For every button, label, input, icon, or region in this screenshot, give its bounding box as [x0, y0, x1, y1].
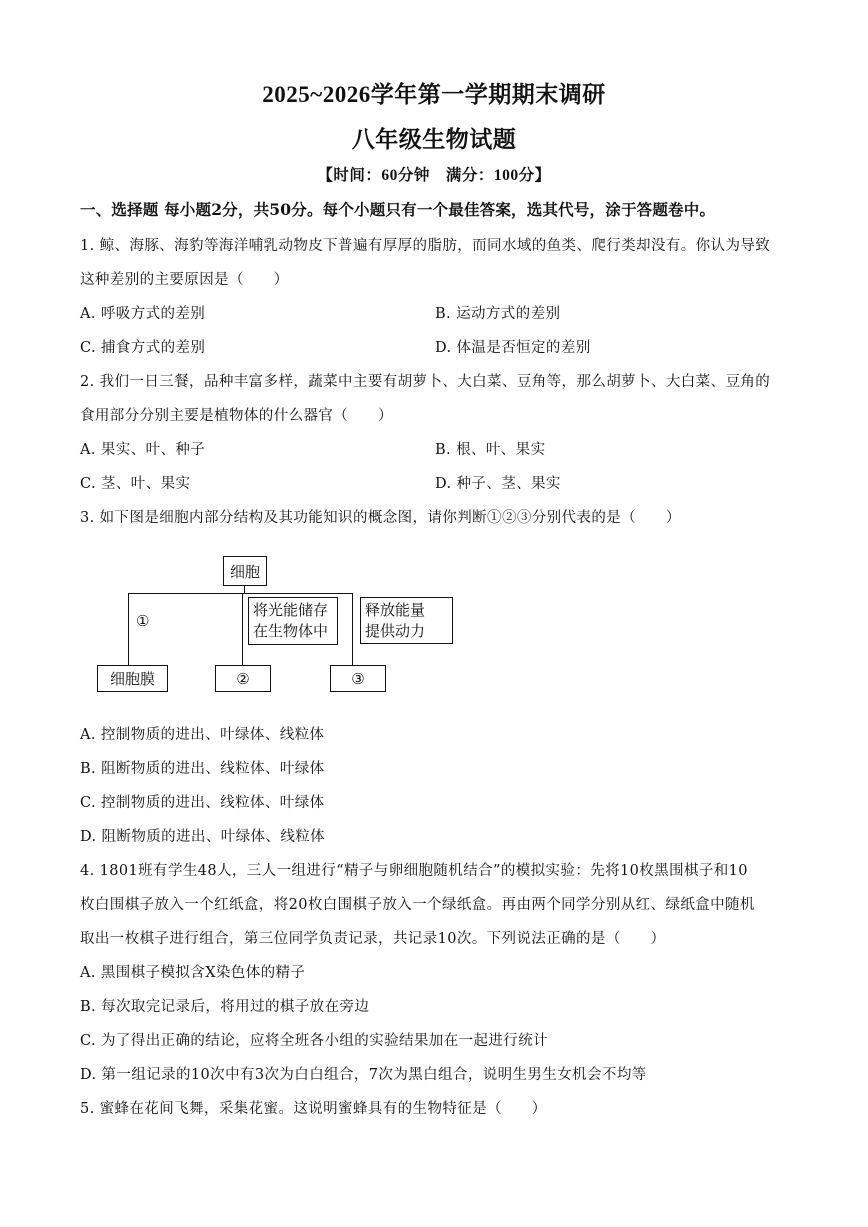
diagram-function-2-line-1: 将光能储存 [253, 601, 329, 619]
diagram-marker-1: ① [136, 612, 150, 630]
question-4-line-3: 取出一枚棋子进行组合，第三位同学负责记录，共记录10次。下列说法正确的是（ ） [80, 931, 666, 947]
question-2-line-2: 食用部分分别主要是植物体的什么器官（ ） [80, 408, 393, 424]
question-4-option-d: D. 第一组记录的10次中有3次为白白组合，7次为黑白组合，说明生男生女机会不均等 [80, 1067, 647, 1083]
question-5-line-1: 5. 蜜蜂在花间飞舞，采集花蜜。这说明蜜蜂具有的生物特征是（ ） [80, 1101, 547, 1117]
diagram-function-3-line-2: 提供动力 [365, 621, 426, 640]
question-2-option-b: B. 根、叶、果实 [435, 442, 546, 458]
question-4-line-2: 枚白围棋子放入一个红纸盒，将20枚白围棋子放入一个绿纸盒。再由两个同学分别从红、绿纸盒中随机 [80, 897, 755, 913]
question-2-line-1: 2. 我们一日三餐，品种丰富多样，蔬菜中主要有胡萝卜、大白菜、豆角等，那么胡萝卜、大白菜、豆角的 [80, 374, 771, 390]
diagram-root-box: 细胞 [223, 556, 267, 586]
diagram-branch-3-line [352, 593, 353, 665]
question-2-option-d: D. 种子、茎、果实 [435, 476, 561, 492]
question-1-option-d: D. 体温是否恒定的差别 [435, 340, 591, 356]
diagram-leaf-2: ② [215, 665, 271, 692]
diagram-branch-bar [128, 593, 353, 594]
cell-concept-diagram [94, 556, 464, 696]
question-2-option-a: A. 果实、叶、种子 [80, 442, 206, 458]
question-1-option-c: C. 捕食方式的差别 [80, 340, 206, 356]
question-3-option-c: C. 控制物质的进出、线粒体、叶绿体 [80, 795, 325, 811]
exam-title: 2025~2026学年第一学期期末调研 [262, 82, 606, 107]
diagram-leaf-3: ③ [330, 665, 386, 692]
diagram-function-3-line-1: 释放能量 [365, 600, 426, 619]
question-1-line-2: 这种差别的主要原因是（ ） [80, 272, 289, 288]
exam-subtitle: 八年级生物试题 [351, 127, 517, 152]
question-3-line-1: 3. 如下图是细胞内部分结构及其功能知识的概念图，请你判断①②③分别代表的是（ ） [80, 510, 681, 526]
diagram-branch-2-line [242, 593, 243, 665]
diagram-branch-1-line [128, 593, 129, 665]
diagram-leaf-cell-membrane: 细胞膜 [97, 665, 168, 692]
section-heading: 一、选择题 每小题2分，共50分。每个小题只有一个最佳答案，选其代号，涂于答题卷中。 [80, 200, 716, 219]
diagram-function-2-line-2: 在生物体中 [253, 622, 329, 640]
question-1-option-a: A. 呼吸方式的差别 [80, 306, 206, 322]
diagram-function-2-box [248, 597, 338, 645]
question-3-option-a: A. 控制物质的进出、叶绿体、线粒体 [80, 727, 325, 743]
question-4-line-1: 4. 1801班有学生48人，三人一组进行“精子与卵细胞随机结合”的模拟实验：先将10枚黑围棋子和10 [80, 863, 748, 879]
question-1-option-b: B. 运动方式的差别 [435, 306, 561, 322]
question-3-option-d: D. 阻断物质的进出、叶绿体、线粒体 [80, 829, 326, 845]
question-4-option-c: C. 为了得出正确的结论，应将全班各小组的实验结果加在一起进行统计 [80, 1033, 548, 1049]
question-4-option-b: B. 每次取完记录后，将用过的棋子放在旁边 [80, 999, 370, 1015]
diagram-function-3-box [360, 597, 453, 644]
diagram-root-connector [244, 586, 245, 593]
question-3-option-b: B. 阻断物质的进出、线粒体、叶绿体 [80, 761, 325, 777]
exam-time-score: 【时间：60分钟 满分：100分】 [317, 167, 551, 184]
question-2-option-c: C. 茎、叶、果实 [80, 476, 191, 492]
question-1-line-1: 1. 鲸、海豚、海豹等海洋哺乳动物皮下普遍有厚厚的脂肪，而同水域的鱼类、爬行类却没有。你认为导致 [80, 238, 771, 254]
question-4-option-a: A. 黑围棋子模拟含X染色体的精子 [80, 965, 306, 981]
